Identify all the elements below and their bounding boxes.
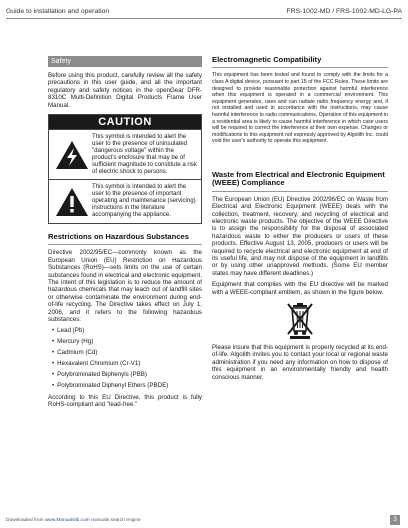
emc-divider (212, 67, 388, 68)
footer-link[interactable]: www.Manualslib.com (44, 518, 90, 523)
lightning-triangle-icon (52, 138, 92, 172)
caution-row-voltage (49, 129, 201, 179)
hazardous-closing: According to this EU Directive, this product is fully RoHS-compliant and "lead-free." (48, 393, 202, 409)
safety-intro: Before using this product, carefully review all the safety precautions in this user guide, and all the important regulatory and safety notices in the openGear DFR-8310C Multi-Definition Digital Products Frame User Manual. (48, 72, 202, 109)
left-column (48, 56, 202, 413)
caution-text-voltage: This symbol is intended to alert the user to the presence of uninsulated "dangerous voltage" within the product's enclosure that may be of sufficient magnitude to constitute a risk of electric shock to persons. (92, 133, 197, 175)
hazardous-body: Directive 2002/95/EC—commonly known as the European Union (EU) Restriction on Hazardous Substances (RoHS)—sets limits on the use of certain substances found in electrical and electronic equipment. The intent of this legislation is to reduce the amount of hazardous chemicals that may leach out of landfill sites or otherwise contaminate the environment during end-of-life recycling. The Directive takes effect on July 1, 2006, and it refers to the following hazardous substances: (48, 249, 202, 324)
footer-suffix: manuals search engine (91, 518, 141, 523)
footer-credit (6, 518, 141, 523)
weee-divider (212, 191, 388, 192)
hazardous-heading: Restrictions on Hazardous Substances (48, 232, 189, 241)
safety-heading: Safety (48, 56, 202, 67)
list-item: • Polybrominated Diphenyl Ethers (PBDE) (52, 382, 202, 389)
weee-body-3: Please insure that this equipment is properly recycled at its end-of-life. Algolith invites you to contact your local or regional waste administration if you need any information on how to dispose of this equipment in an environmentally friendly and health conscious manner. (212, 344, 388, 381)
caution-text-instructions: This symbol is intended to alert the user to the presence of important operating and maintenance (servicing) instructions in the literature accompanying the appliance. (92, 183, 196, 219)
list-item: • Polybrominated Biphenyls (PBB) (52, 371, 202, 378)
caution-row-instructions (49, 179, 201, 223)
list-item: • Mercury (Hg) (52, 338, 202, 345)
weee-heading: Waste from Electrical and Electronic Equipment (WEEE) Compliance (212, 169, 385, 188)
weee-body-1: The European Union (EU) Directive 2002/96/EC on Waste from Electrical and Electronic Equipment (WEEE) deals with the collection, treatment, recovery, and recycling of electrical and electronic waste products. The objective of the WEEE Directive is to assign the responsibility for the disposal of associated hazardous waste to either the producers or users of these products. Effective August 13, 2005, producers or users will be required to recycle electrical and electronic equipment at end of its useful life, and may not dispose of the equipment in landfills or by using other unapproved methods. (Some EU member states may have different deadlines.) (212, 195, 388, 277)
page-number: 3 (390, 515, 400, 525)
caution-title: CAUTION (49, 115, 201, 129)
weee-body-2: Equipment that complies with the EU directive will be marked with a WEEE-compliant emblem, as shown in the figure below. (212, 281, 388, 296)
list-item: • Lead (Pb) (52, 327, 202, 334)
hazard-list (48, 327, 202, 389)
page-header (6, 6, 402, 18)
caution-box (48, 114, 202, 224)
header-right-title: FRS-1002-MD / FRS-1002-MD-LG-PA (286, 8, 402, 15)
exclamation-triangle-icon (52, 185, 92, 219)
hazardous-divider (48, 244, 202, 245)
right-column (212, 56, 388, 385)
header-divider (6, 18, 402, 19)
emc-body: This equipment has been tested and found to comply with the limits for a class A digital device, pursuant to part 15 of the FCC Rules. These limits are designed to provide reasonable protection against harmful interference when this equipment is operated in a commercial environment. This equipment generates, uses and can radiate radio frequency energy and, if not installed and used in accordance with the instructions, may cause harmful interference to radio communications. Operation of this equipment in a residential area is likely to cause harmful interference in which case users will be required to correct the interference at their own expense. Changes or modifications to this equipment not expressly approved by Algolith Inc. could void the user's authority to operate this equipment. (212, 72, 388, 145)
footer-prefix: Downloaded from (6, 518, 44, 523)
weee-emblem (212, 301, 388, 339)
emc-heading: Electromagnetic Compatibility (212, 55, 322, 64)
weee-bin-icon (285, 301, 315, 339)
header-left-title: Guide to installation and operation (6, 8, 110, 15)
list-item: • Hexavalent Chromium (Cr-V1) (52, 360, 202, 367)
list-item: • Cadmium (Cd) (52, 349, 202, 356)
